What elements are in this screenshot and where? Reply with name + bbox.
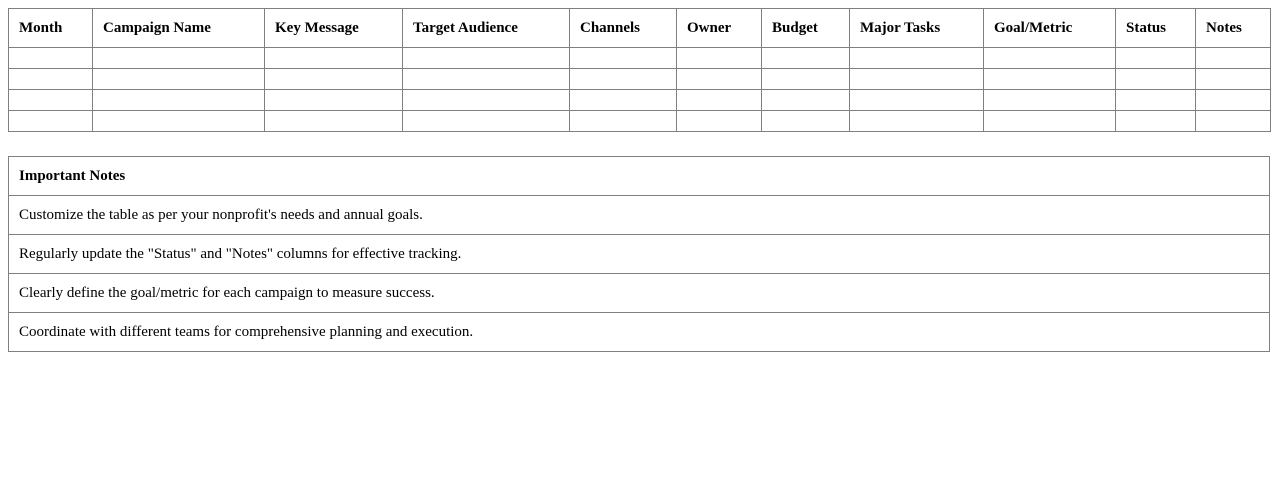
note-item: Clearly define the goal/metric for each campaign to measure success. (9, 274, 1270, 313)
table-cell-major-tasks[interactable] (850, 69, 984, 90)
table-cell-budget[interactable] (762, 111, 850, 132)
note-row (9, 313, 1270, 352)
table-cell-goal-metric[interactable] (984, 69, 1116, 90)
table-row (9, 48, 1271, 69)
table-cell-owner[interactable] (677, 111, 762, 132)
column-header-channels: Channels (570, 9, 677, 48)
table-cell-budget[interactable] (762, 90, 850, 111)
table-cell-owner[interactable] (677, 69, 762, 90)
column-header-month: Month (9, 9, 93, 48)
note-item: Customize the table as per your nonprofit's needs and annual goals. (9, 196, 1270, 235)
column-header-major-tasks: Major Tasks (850, 9, 984, 48)
table-cell-status[interactable] (1116, 90, 1196, 111)
table-cell-goal-metric[interactable] (984, 48, 1116, 69)
table-cell-key-message[interactable] (265, 48, 403, 69)
notes-header-row (9, 157, 1270, 196)
table-cell-status[interactable] (1116, 48, 1196, 69)
table-cell-campaign-name[interactable] (93, 111, 265, 132)
table-body (9, 48, 1271, 132)
campaign-planner-table (8, 8, 1271, 132)
important-notes-table (8, 156, 1270, 352)
note-item: Coordinate with different teams for comprehensive planning and execution. (9, 313, 1270, 352)
note-row (9, 196, 1270, 235)
table-cell-target-audience[interactable] (403, 48, 570, 69)
table-cell-channels[interactable] (570, 111, 677, 132)
table-cell-key-message[interactable] (265, 111, 403, 132)
table-cell-owner[interactable] (677, 48, 762, 69)
table-row (9, 69, 1271, 90)
column-header-campaign-name: Campaign Name (93, 9, 265, 48)
table-cell-goal-metric[interactable] (984, 111, 1116, 132)
table-cell-month[interactable] (9, 48, 93, 69)
table-cell-notes[interactable] (1196, 90, 1271, 111)
table-cell-notes[interactable] (1196, 111, 1271, 132)
table-cell-status[interactable] (1116, 111, 1196, 132)
table-row (9, 90, 1271, 111)
note-row (9, 274, 1270, 313)
table-cell-notes[interactable] (1196, 69, 1271, 90)
table-cell-key-message[interactable] (265, 90, 403, 111)
table-cell-target-audience[interactable] (403, 69, 570, 90)
table-cell-owner[interactable] (677, 90, 762, 111)
table-cell-campaign-name[interactable] (93, 69, 265, 90)
column-header-budget: Budget (762, 9, 850, 48)
table-cell-budget[interactable] (762, 69, 850, 90)
table-cell-month[interactable] (9, 111, 93, 132)
table-cell-month[interactable] (9, 69, 93, 90)
notes-title: Important Notes (9, 157, 1270, 196)
table-cell-channels[interactable] (570, 48, 677, 69)
table-cell-major-tasks[interactable] (850, 111, 984, 132)
table-cell-channels[interactable] (570, 90, 677, 111)
table-cell-major-tasks[interactable] (850, 48, 984, 69)
column-header-notes: Notes (1196, 9, 1271, 48)
column-header-goal-metric: Goal/Metric (984, 9, 1116, 48)
table-cell-status[interactable] (1116, 69, 1196, 90)
table-cell-target-audience[interactable] (403, 111, 570, 132)
column-header-target-audience: Target Audience (403, 9, 570, 48)
table-cell-major-tasks[interactable] (850, 90, 984, 111)
column-header-status: Status (1116, 9, 1196, 48)
table-cell-key-message[interactable] (265, 69, 403, 90)
note-item: Regularly update the "Status" and "Notes" columns for effective tracking. (9, 235, 1270, 274)
table-cell-campaign-name[interactable] (93, 48, 265, 69)
table-cell-goal-metric[interactable] (984, 90, 1116, 111)
table-row (9, 111, 1271, 132)
table-cell-budget[interactable] (762, 48, 850, 69)
table-cell-channels[interactable] (570, 69, 677, 90)
note-row (9, 235, 1270, 274)
table-cell-notes[interactable] (1196, 48, 1271, 69)
table-header-row (9, 9, 1271, 48)
column-header-key-message: Key Message (265, 9, 403, 48)
table-cell-campaign-name[interactable] (93, 90, 265, 111)
column-header-owner: Owner (677, 9, 762, 48)
table-cell-month[interactable] (9, 90, 93, 111)
table-cell-target-audience[interactable] (403, 90, 570, 111)
